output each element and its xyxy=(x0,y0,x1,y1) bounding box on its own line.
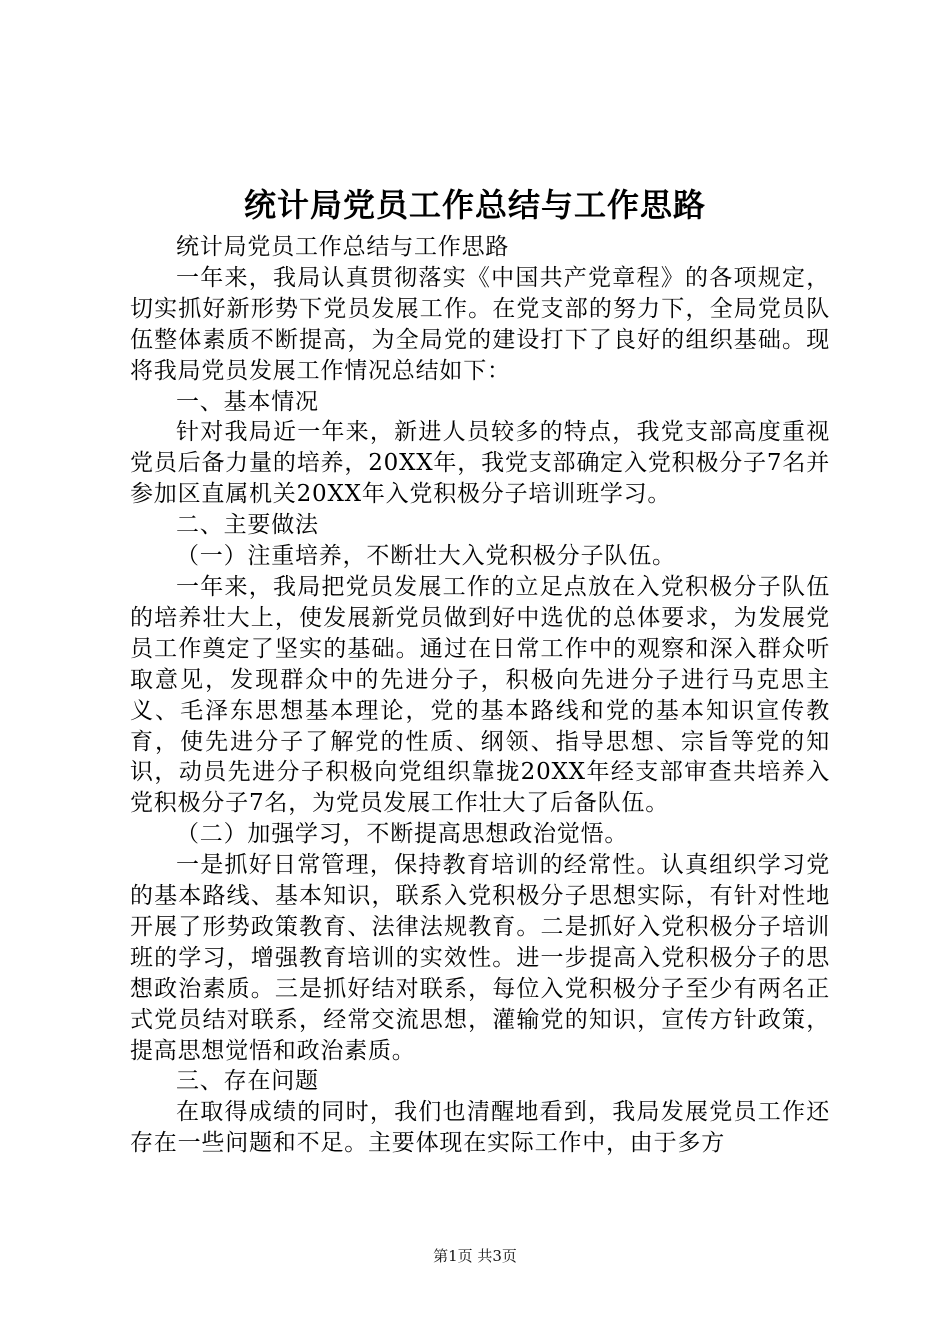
page-footer: 第1页 共3页 xyxy=(433,1247,517,1265)
document-title: 统计局党员工作总结与工作思路 xyxy=(243,186,706,224)
paragraph-subtitle: 统计局党员工作总结与工作思路 xyxy=(176,234,510,260)
paragraph-study: 一是抓好日常管理，保持教育培训的经常性。认真组织学习党的基本路线、基本知识，联系入党积极分子思想实际，有针对性地开展了形势政策教育、法律法规教育。二是抓好入党积极分子培训班的学习，增强教育培训的实效性。进一步提高入党积极分子的思想政治素质。三是抓好结对联系，每位入党积极分子至少有两名正式党员结对联系，经常交流思想，灌输党的知识，宣传方针政策，提高思想觉悟和政治素质。 xyxy=(130,852,830,1064)
paragraph-cultivation: 一年来，我局把党员发展工作的立足点放在入党积极分子队伍的培养壮大上，使发展新党员做到好中选优的总体要求，为发展党员工作奠定了坚实的基础。通过在日常工作中的观察和深入群众听取意见，发现群众中的先进分子，积极向先进分子进行马克思主义、毛泽东思想基本理论，党的基本路线和党的基本知识宣传教育，使先进分子了解党的性质、纲领、指导思想、宗旨等党的知识，动员先进分子积极向党组织靠拢20XX年经支部审查共培养入党积极分子7名，为党员发展工作壮大了后备队伍。 xyxy=(130,573,830,817)
section-heading-basic-situation: 一、基本情况 xyxy=(176,388,319,415)
subsection-heading-study: （二）加强学习，不断提高思想政治觉悟。 xyxy=(176,821,629,848)
document-body xyxy=(130,232,830,1159)
paragraph-problems: 在取得成绩的同时，我们也清醒地看到，我局发展党员工作还存在一些问题和不足。主要体现在实际工作中，由于多方 xyxy=(130,1099,830,1157)
paragraph-intro: 一年来，我局认真贯彻落实《中国共产党章程》的各项规定，切实抓好新形势下党员发展工作。在党支部的努力下，全局党员队伍整体素质不断提高，为全局党的建设打下了良好的组织基础。现将我局党员发展工作情况总结如下： xyxy=(130,264,830,384)
section-heading-main-practices: 二、主要做法 xyxy=(176,512,319,539)
subsection-heading-cultivation: （一）注重培养，不断壮大入党积极分子队伍。 xyxy=(176,543,676,570)
paragraph-basic-situation: 针对我局近一年来，新进人员较多的特点，我党支部高度重视党员后备力量的培养，20XX年，我党支部确定入党积极分子7名并参加区直属机关20XX年入党积极分子培训班学习。 xyxy=(130,419,830,508)
section-heading-problems: 三、存在问题 xyxy=(176,1068,319,1095)
